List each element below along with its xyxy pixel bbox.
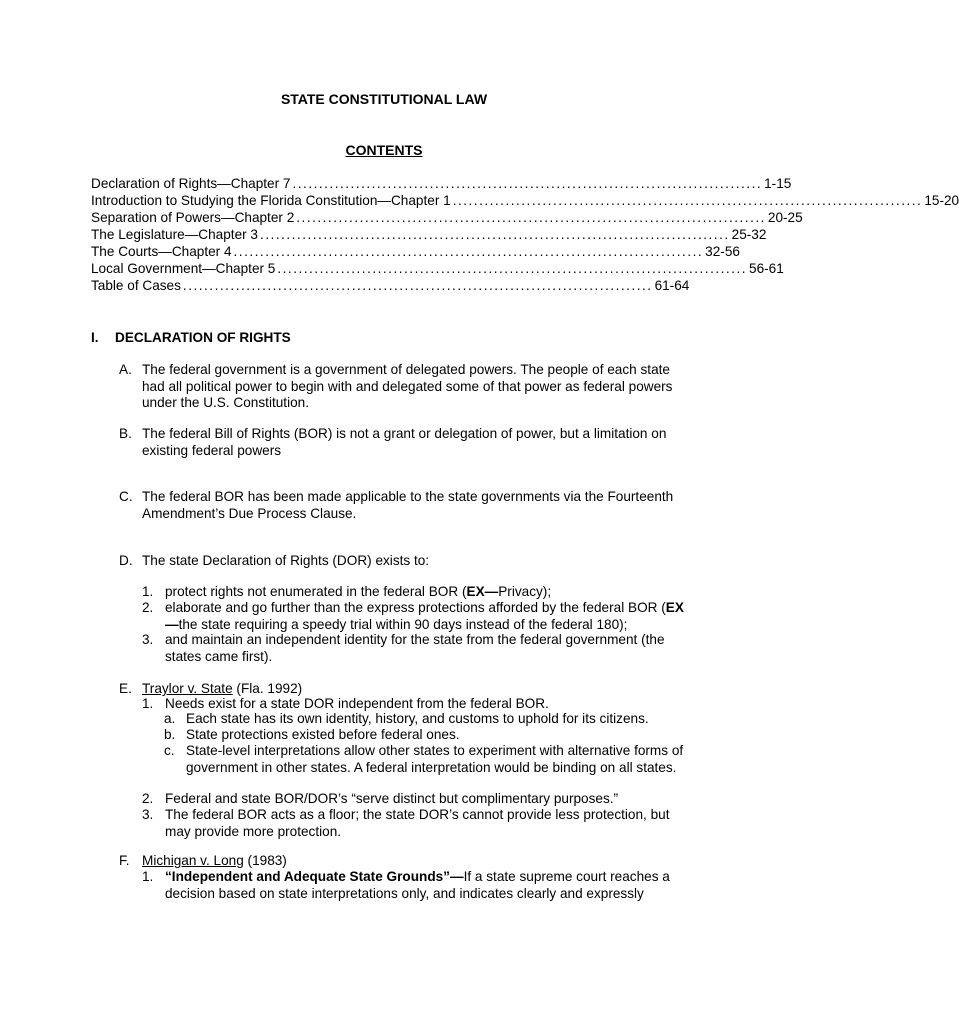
outline-subitem: 2. Federal and state BOR/DOR’s “serve distinct but complimentary purposes.” — [142, 791, 619, 806]
toc-entry: Local Government—Chapter 5 ......................................................................................... 56-61 — [91, 261, 784, 276]
outline-subsubitem: a. Each state has its own identity, history, and customs to uphold for its citizens. — [164, 711, 649, 726]
toc-entry: Declaration of Rights—Chapter 7 ......................................................................................... 1-15 — [91, 176, 792, 191]
outline-subsubitem: c. State-level interpretations allow other states to experiment with alternative forms of government in other states. A federal interpretation would be binding on all states. — [164, 743, 684, 775]
toc-entry: Introduction to Studying the Florida Constitution—Chapter 1 ......................................................................................... 15-20 — [91, 193, 959, 208]
outline-subitem: 3. and maintain an independent identity for the state from the federal government (the states came first). — [142, 632, 665, 664]
case-name: Traylor v. State — [142, 681, 233, 696]
outline-subitem: 1. protect rights not enumerated in the federal BOR (EX—Privacy); — [142, 584, 552, 599]
outline-subitem: 3. The federal BOR acts as a floor; the state DOR’s cannot provide less protection, but may provide more protection. — [142, 807, 670, 839]
case-name: Michigan v. Long — [142, 853, 244, 868]
table-of-contents — [91, 176, 959, 295]
outline-item-d: D. The state Declaration of Rights (DOR) exists to: — [119, 553, 430, 568]
outline-item-f: F. Michigan v. Long (1983) — [119, 853, 287, 868]
toc-entry: The Legislature—Chapter 3 ......................................................................................... 25-32 — [91, 227, 767, 242]
outline-item-c: C. The federal BOR has been made applicable to the state governments via the Fourteenth Amendment’s Due Process Clause. — [119, 489, 674, 521]
toc-entry: The Courts—Chapter 4 ......................................................................................... 32-56 — [91, 244, 740, 259]
outline-subsubitem: b. State protections existed before federal ones. — [164, 727, 460, 742]
document-title: STATE CONSTITUTIONAL LAW — [280, 91, 488, 107]
toc-entry: Table of Cases ......................................................................................... 61-64 — [91, 278, 690, 293]
contents-heading: CONTENTS — [345, 142, 423, 158]
outline-item-e: E. Traylor v. State (Fla. 1992) — [119, 681, 303, 696]
outline-item-b: B. The federal Bill of Rights (BOR) is not a grant or delegation of power, but a limitation on existing federal powers — [119, 426, 667, 458]
outline-subitem: 1. Needs exist for a state DOR independent from the federal BOR. — [142, 696, 549, 711]
outline-item-a: A. The federal government is a government of delegated powers. The people of each state had all political power to begin with and delegated some of that power as federal powers under the U.S. Constitution. — [119, 362, 673, 410]
section-heading: I. DECLARATION OF RIGHTS — [91, 330, 291, 345]
outline-subitem: 2. elaborate and go further than the express protections afforded by the federal BOR (EX—the state requiring a speedy trial within 90 days instead of the federal 180); — [142, 600, 684, 632]
outline-subitem: 1. “Independent and Adequate State Grounds”—If a state supreme court reaches a decision based on state interpretations only, and indicates clearly and expressly — [142, 869, 670, 901]
toc-entry: Separation of Powers—Chapter 2 ......................................................................................... 20-25 — [91, 210, 803, 225]
